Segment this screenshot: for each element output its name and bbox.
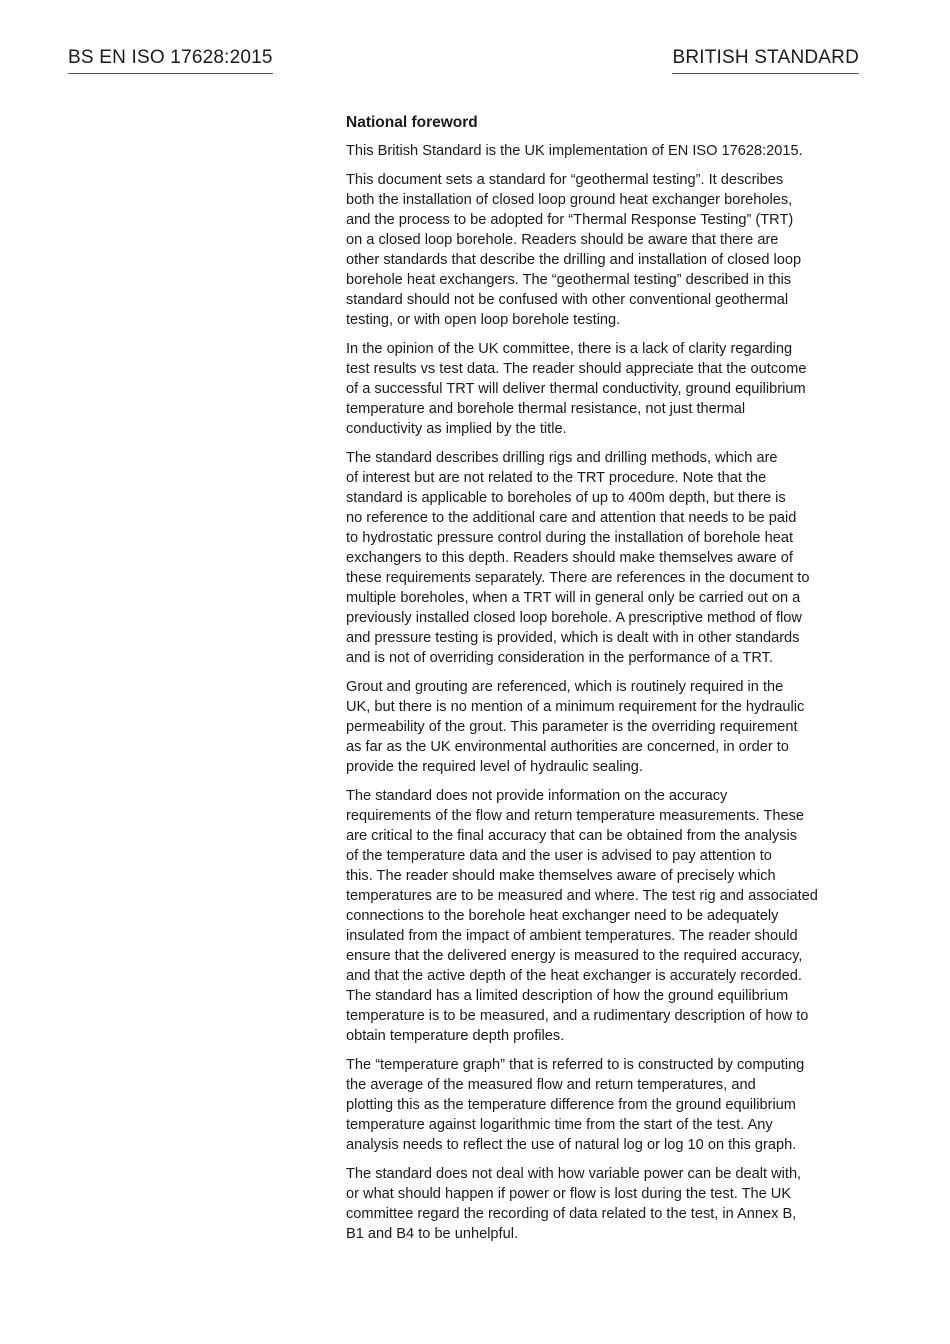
paragraph-committee-opinion: In the opinion of the UK committee, there is a lack of clarity regarding test results vs test data. The reader should appreciate that the outcome of a successful TRT will deliver thermal conductivity, ground equilibrium temperature and borehole thermal resistance, not just thermal conductivity as implied by the title.	[346, 341, 807, 437]
paragraph-drilling: The standard describes drilling rigs and drilling methods, which are of interest but are not related to the TRT procedure. Note that the standard is applicable to boreholes of up to 400m depth, but there is no reference to the additional care and attention that needs to be paid to hydrostatic pressure control during the installation of borehole heat exchangers to this depth. Readers should make themselves aware of these requirements separately. There are references in the document to multiple boreholes, when a TRT will in general only be carried out on a previously installed closed loop borehole. A prescriptive method of flow and pressure testing is provided, which is dealt with in other standards and is not of overriding consideration in the performance of a TRT.	[346, 450, 810, 666]
section-heading: National foreword	[346, 114, 478, 131]
document-type: BRITISH STANDARD	[672, 46, 859, 74]
paragraph-accuracy: The standard does not provide information on the accuracy requirements of the flow and return temperature measurements. These are critical to the final accuracy that can be obtained from the analysis of the temperature data and the user is advised to pay attention to this. The reader should make themselves aware of precisely which temperatures are to be measured and where. The test rig and associated connections to the borehole heat exchanger need to be adequately insulated from the impact of ambient temperatures. The reader should ensure that the delivered energy is measured to the required accuracy, and that the active depth of the heat exchanger is accurately recorded. The standard has a limited description of how the ground equilibrium temperature is to be measured, and a rudimentary description of how to obtain temperature depth profiles.	[346, 788, 818, 1044]
paragraph-implementation: This British Standard is the UK implementation of EN ISO 17628:2015.	[346, 143, 803, 159]
paragraph-scope: This document sets a standard for “geothermal testing”. It describes both the installation of closed loop ground heat exchanger boreholes, and the process to be adopted for “Thermal Response Testing” (TRT) on a closed loop borehole. Readers should be aware that there are other standards that describe the drilling and installation of closed loop borehole heat exchangers. The “geothermal testing” described in this standard should not be confused with other conventional geothermal testing, or with open loop borehole testing.	[346, 172, 802, 328]
document-number: BS EN ISO 17628:2015	[68, 46, 273, 74]
paragraph-variable-power: The standard does not deal with how variable power can be dealt with, or what should happen if power or flow is lost during the test. The UK committee regard the recording of data related to the test, in Annex B, B1 and B4 to be unhelpful.	[346, 1166, 802, 1242]
paragraph-grouting: Grout and grouting are referenced, which is routinely required in the UK, but there is no mention of a minimum requirement for the hydraulic permeability of the grout. This parameter is the overriding requirement as far as the UK environmental authorities are concerned, in order to provide the required level of hydraulic sealing.	[346, 679, 805, 775]
national-foreword-section	[346, 112, 860, 1253]
paragraph-temperature-graph: The “temperature graph” that is referred to is constructed by computing the average of the measured flow and return temperatures, and plotting this as the temperature difference from the ground equilibrium temperature against logarithmic time from the start of the test. Any analysis needs to reflect the use of natural log or log 10 on this graph.	[346, 1057, 805, 1153]
